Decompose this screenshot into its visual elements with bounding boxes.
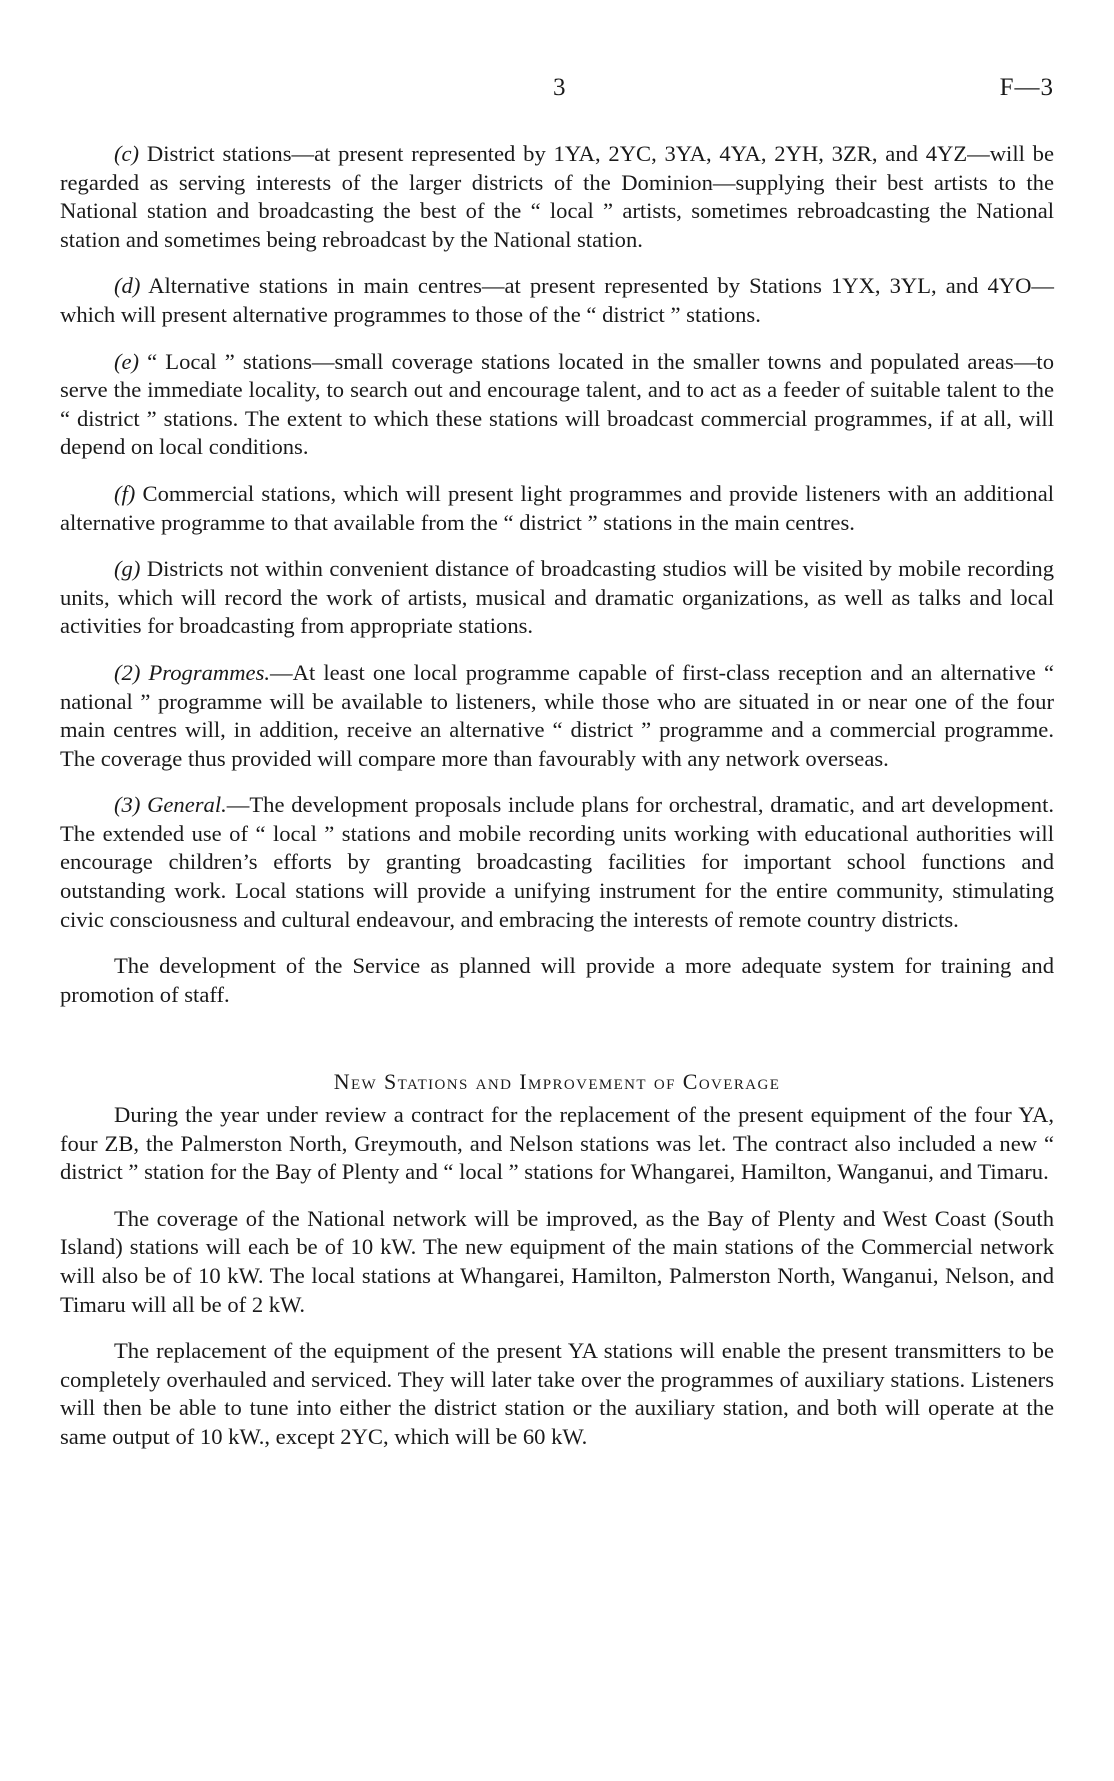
paragraph-text: Districts not within convenient distance of broadcasting studios will be visited by mobile recording units, which will record the work of artists, musical and dramatic organizations, as well as talks and local activities for broadcasting from appropriate stations.	[60, 556, 1054, 639]
paragraph-coverage: The coverage of the National network will be improved, as the Bay of Plenty and West Coast (South Island) stations will each be of 10 kW. The new equipment of the main stations of the Commercial network will also be of 10 kW. The local stations at Whangarei, Hamilton, Palmerston North, Wanganui, Nelson, and Timaru will all be of 2 kW.	[60, 1205, 1054, 1317]
paragraph-staff-training	[60, 952, 1054, 1009]
paragraph-lead: (3) General.	[114, 792, 227, 818]
section-heading: New Stations and Improvement of Coverage	[333, 1069, 781, 1095]
paragraph-text: —The development proposals include plans for orchestral, dramatic, and art development. The extended use of “ local ” stations and mobile recording units working with educational authorities will encourage children’s efforts by granting broadcasting facilities for important school functions and outstanding work. Local stations will provide a unifying instrument for the entire community, stimulating civic consciousness and cultural endeavour, and embracing the interests of remote country districts.	[60, 792, 1054, 932]
page-reference: F—3	[999, 74, 1054, 101]
paragraph-alternative-stations	[60, 272, 1054, 329]
paragraph-programmes	[60, 659, 1054, 773]
paragraph-mobile-recording	[60, 555, 1054, 641]
paragraph-replacement: The replacement of the equipment of the present YA stations will enable the present transmitters to be completely overhauled and serviced. They will later take over the programmes of auxiliary stations. Listeners will then be able to tune into either the district station or the auxiliary station, and both will operate at the same output of 10 kW., except 2YC, which will be 60 kW.	[60, 1338, 1054, 1449]
paragraph-commercial-stations	[60, 480, 1054, 537]
paragraph-district-stations	[60, 140, 1054, 254]
paragraph-lead: (g)	[114, 556, 141, 582]
paragraph-text: District stations—at present represented by 1YA, 2YC, 3YA, 4YA, 2YH, 3ZR, and 4YZ—will be regarded as serving interests of the larger districts of the Dominion—supplying their best artists to the National station and broadcasting the best of the “ local ” artists, sometimes rebroadcasting the National station and sometimes being rebroadcast by the National station.	[60, 141, 1054, 252]
paragraph-text: “ Local ” stations—small coverage stations located in the smaller towns and populated areas—to serve the immediate locality, to search out and encourage talent, and to act as a feeder of suitable talent to the “ district ” stations. The extent to which these stations will broadcast commercial programmes, if at all, will depend on local conditions.	[60, 348, 1054, 460]
paragraph-local-stations	[60, 348, 1054, 462]
paragraph-lead: (d)	[114, 273, 141, 299]
paragraph-text: The development of the Service as planned will provide a more adequate system for training and promotion of staff.	[60, 953, 1054, 1007]
paragraph-text: Alternative stations in main centres—at present represented by Stations 1YX, 3YL, and 4YO—which will present alternative programmes to those of the “ district ” stations.	[60, 273, 1054, 327]
paragraph-lead: (e)	[114, 348, 140, 374]
paragraph-text: —At least one local programme capable of first-class reception and an alternative “ national ” programme will be available to listeners, while those who are situated in or near one of the four main centres will, in addition, receive an alternative “ district ” programme and a commercial programme. The coverage thus provided will compare more than favourably with any network overseas.	[60, 659, 1054, 771]
page-header	[0, 74, 1114, 104]
paragraph-lead: (c)	[114, 141, 140, 166]
paragraph-lead: (2) Programmes.	[114, 659, 271, 685]
paragraph-general	[60, 791, 1054, 934]
paragraph-text: Commercial stations, which will present light programmes and provide listeners with an additional alternative programme to that available from the “ district ” stations in the main centres.	[60, 480, 1054, 535]
paragraph-contract: During the year under review a contract for the replacement of the present equipment of the four YA, four ZB, the Palmerston North, Greymouth, and Nelson stations was let. The contract also included a new “ district ” station for the Bay of Plenty and “ local ” stations for Whangarei, Hamilton, Wanganui, and Timaru.	[60, 1102, 1054, 1185]
page-number: 3	[553, 74, 566, 101]
paragraph-lead: (f)	[114, 480, 136, 506]
document-body	[60, 140, 1054, 1470]
